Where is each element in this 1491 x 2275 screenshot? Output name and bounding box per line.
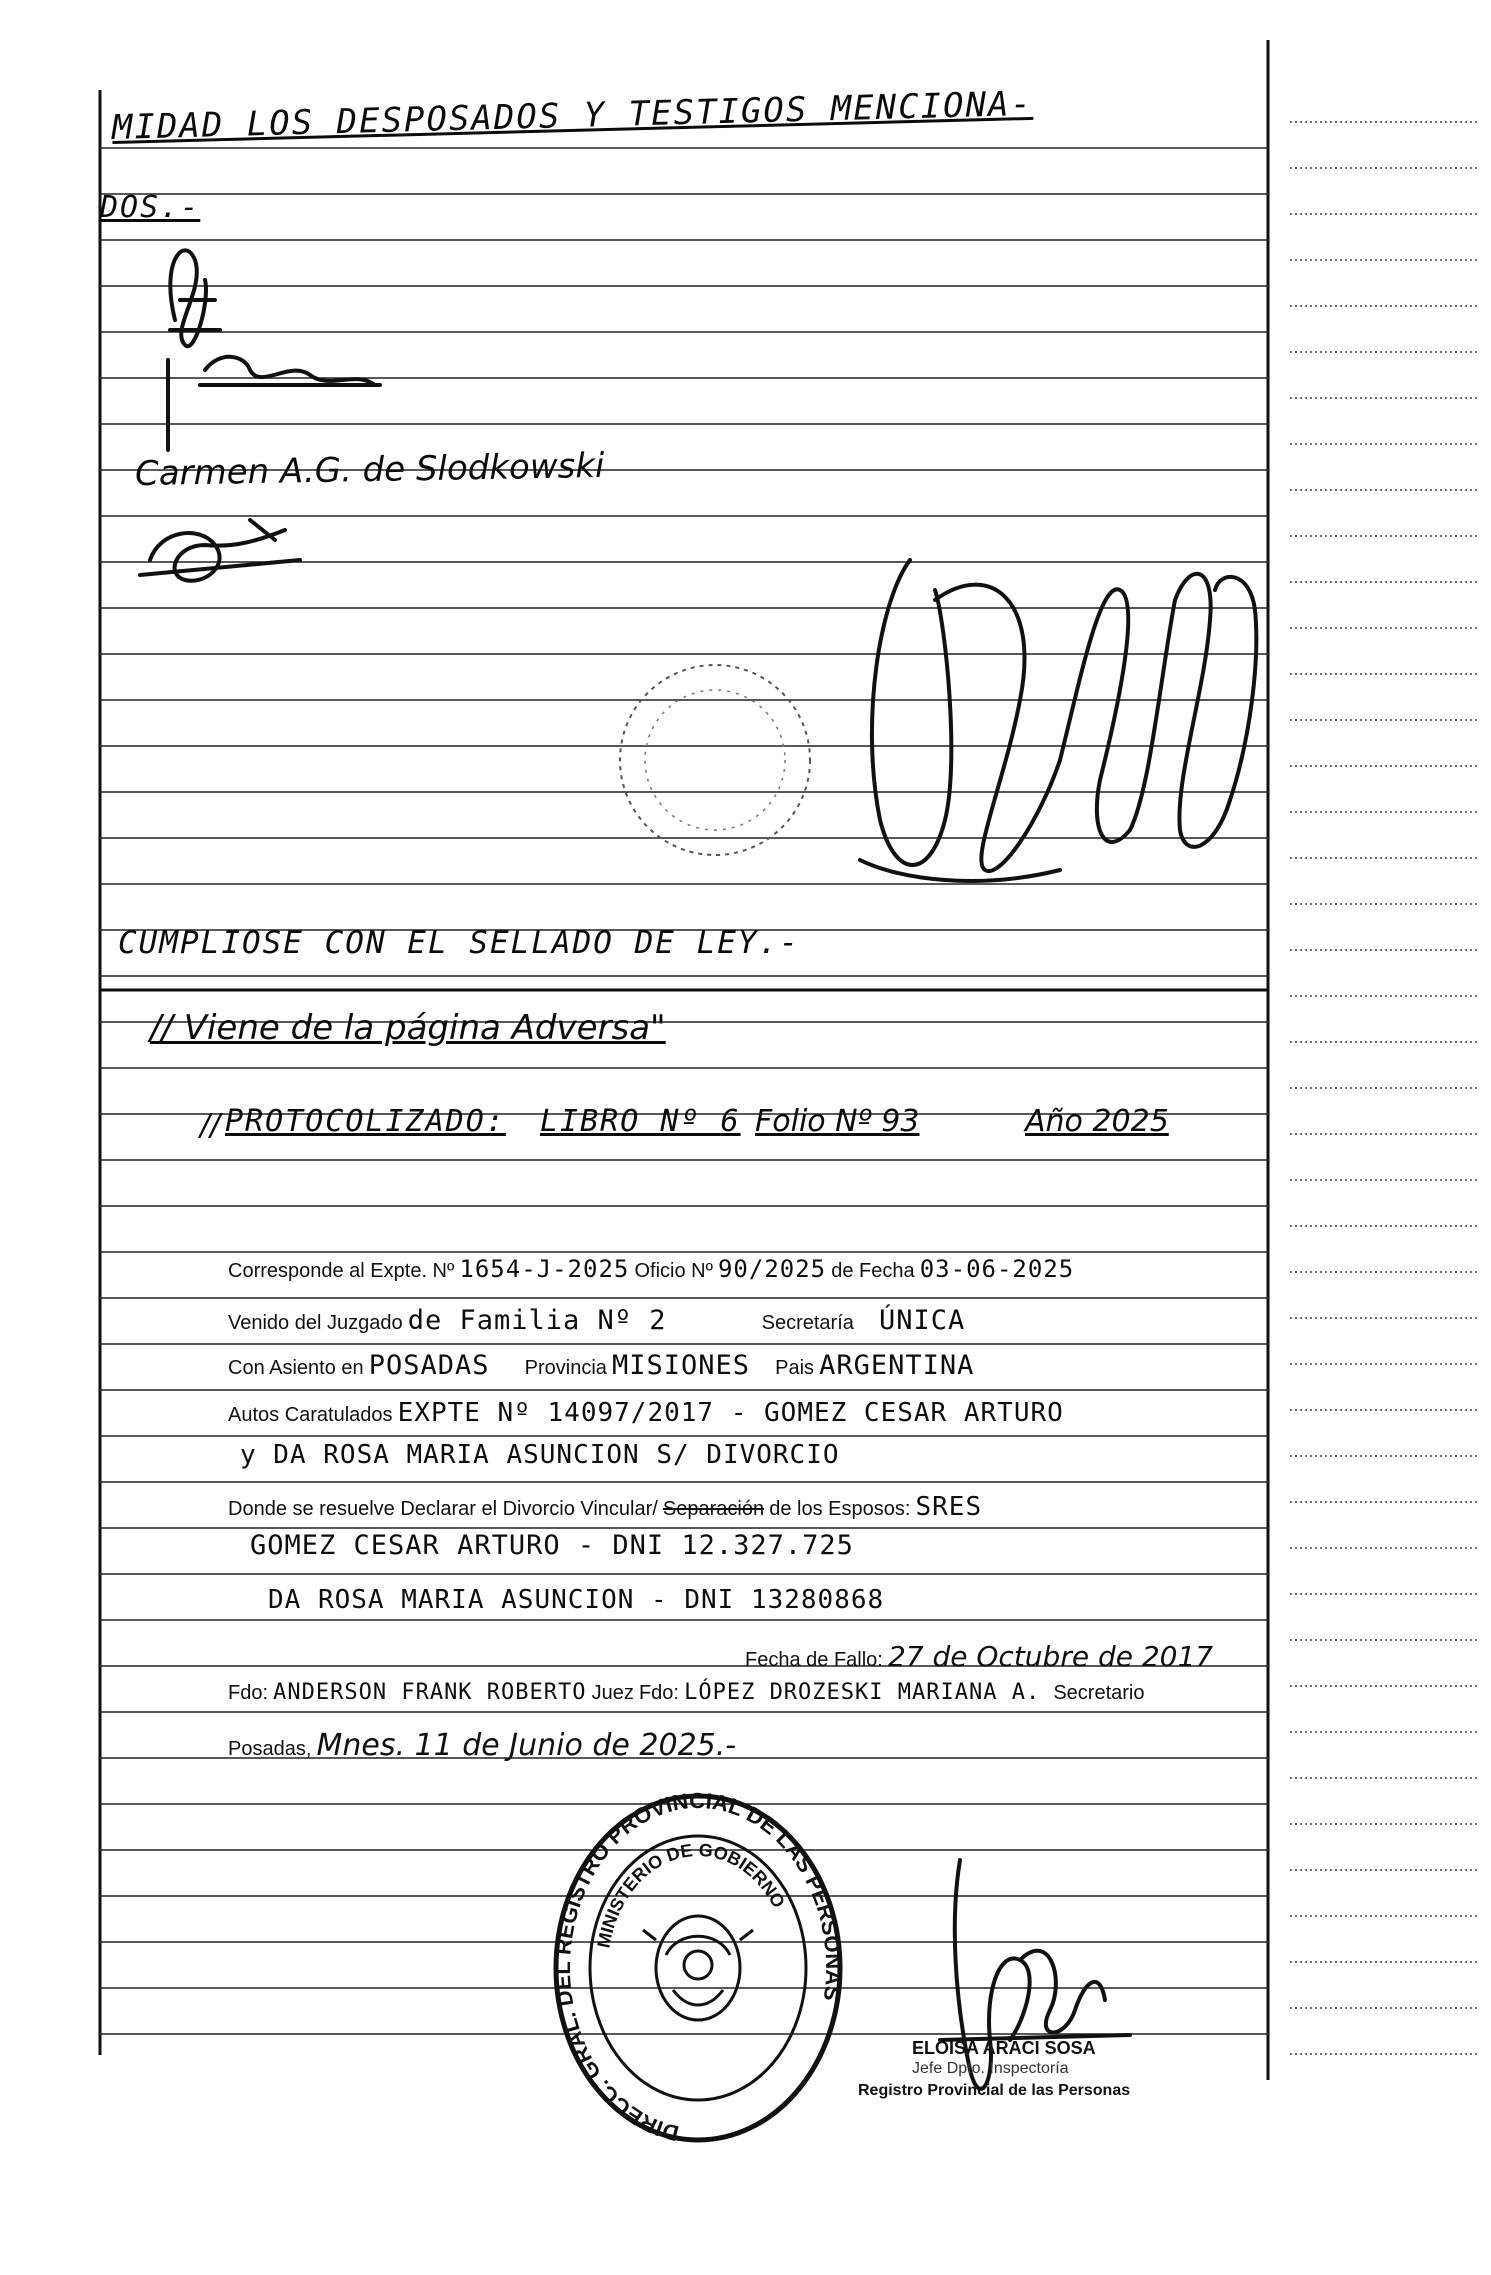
row-spouse-1 — [250, 1530, 854, 1561]
secretario-value: LÓPEZ DROZESKI MARIANA A. — [684, 1680, 1041, 1705]
signature-carmen: Carmen A.G. de Slodkowski — [134, 445, 605, 495]
viene-de-pagina: // Viene de la página Adversa" — [150, 1008, 666, 1048]
fallo-label: Fecha de Fallo: — [745, 1649, 883, 1671]
row-donde — [228, 1492, 982, 1522]
protocol-ano: Año 2025 — [1025, 1104, 1169, 1139]
closing-line: CUMPLIOSE CON EL SELLADO DE LEY.- — [118, 925, 800, 961]
coat-of-arms-icon — [643, 1916, 753, 2020]
signatory-name: ELOISA ARACI SOSA — [912, 2038, 1096, 2058]
secretario-prefix: Fdo: — [638, 1682, 679, 1704]
secretaria-label: Secretaría — [761, 1312, 854, 1334]
protocol-libro: LIBRO Nº 6 — [540, 1104, 741, 1139]
juzgado-value: de Familia Nº 2 — [407, 1305, 667, 1336]
secretaria-value: ÚNICA — [878, 1305, 966, 1336]
juez-prefix: Fdo: — [228, 1682, 269, 1704]
fecha-label: de Fecha — [831, 1260, 915, 1282]
oficio-value: 90/2025 — [717, 1255, 827, 1283]
spouse-1: GOMEZ CESAR ARTURO - DNI 12.327.725 — [250, 1530, 854, 1561]
row-autos-2 — [240, 1440, 840, 1470]
row-fallo — [745, 1640, 1213, 1673]
official-stamp — [548, 1790, 848, 2150]
pais-value: ARGENTINA — [819, 1350, 975, 1381]
top-line-1: MIDAD LOS DESPOSADOS Y TESTIGOS MENCIONA- — [111, 83, 1034, 148]
protocol-label: PROTOCOLIZADO: — [225, 1104, 506, 1139]
provincia-label: Provincia — [524, 1357, 607, 1379]
autos-value-1: EXPTE Nº 14097/2017 - GOMEZ CESAR ARTURO — [397, 1398, 1064, 1428]
stamp-inner-text: MINISTERIO DE GOBIERNO — [593, 1839, 789, 1950]
row-autos — [228, 1398, 1064, 1428]
row-expte — [228, 1255, 1074, 1283]
top-line-2: DOS.- — [100, 190, 201, 225]
row-lugar — [228, 1728, 736, 1763]
signatory-title: Jefe Dpto. Inspectoría — [912, 2060, 1069, 2077]
row-juzgado — [228, 1305, 965, 1336]
expte-value: 1654-J-2025 — [459, 1255, 630, 1283]
lugar-value: Mnes. 11 de Junio de 2025.- — [316, 1728, 737, 1763]
row-spouse-2 — [268, 1585, 884, 1615]
autos-label: Autos Caratulados — [228, 1404, 393, 1426]
spouse-2: DA ROSA MARIA ASUNCION - DNI 13280868 — [268, 1585, 885, 1615]
pais-label: Pais — [775, 1357, 815, 1379]
fecha-value: 03-06-2025 — [919, 1255, 1075, 1283]
protocol-folio: Folio Nº 93 — [755, 1104, 920, 1139]
donde-label: Donde se resuelve Declarar el Divorcio Vincular/ — [228, 1498, 658, 1520]
separacion-label: Separación — [662, 1498, 765, 1520]
stamp-outer-text: DIRECC. GRAL. DEL REGISTRO PROVINCIAL DE LAS PERSONAS — [550, 1790, 847, 2147]
protocol-prefix: // — [200, 1108, 221, 1143]
provincia-value: MISIONES — [612, 1350, 751, 1381]
asiento-label: Con Asiento en — [228, 1357, 364, 1379]
lugar-label: Posadas, — [228, 1738, 312, 1760]
secretario-label: Secretario — [1053, 1682, 1145, 1704]
signatory-office: Registro Provincial de las Personas — [858, 2082, 1131, 2099]
donde-value: SRES — [915, 1492, 983, 1522]
donde-label-end: de los Esposos: — [769, 1498, 911, 1520]
juez-label: Juez — [591, 1682, 634, 1704]
juzgado-label: Venido del Juzgado — [228, 1312, 403, 1334]
asiento-value: POSADAS — [368, 1350, 490, 1381]
fallo-value: 27 de Octubre de 2017 — [887, 1640, 1214, 1673]
row-asiento — [228, 1350, 974, 1381]
juez-value: ANDERSON FRANK ROBERTO — [273, 1680, 587, 1705]
expte-label: Corresponde al Expte. Nº — [228, 1260, 455, 1282]
autos-value-2: y DA ROSA MARIA ASUNCION S/ DIVORCIO — [240, 1440, 840, 1470]
row-firmas — [228, 1680, 1144, 1705]
seal-faint-top — [605, 650, 825, 870]
oficio-label: Oficio Nº — [634, 1260, 713, 1282]
